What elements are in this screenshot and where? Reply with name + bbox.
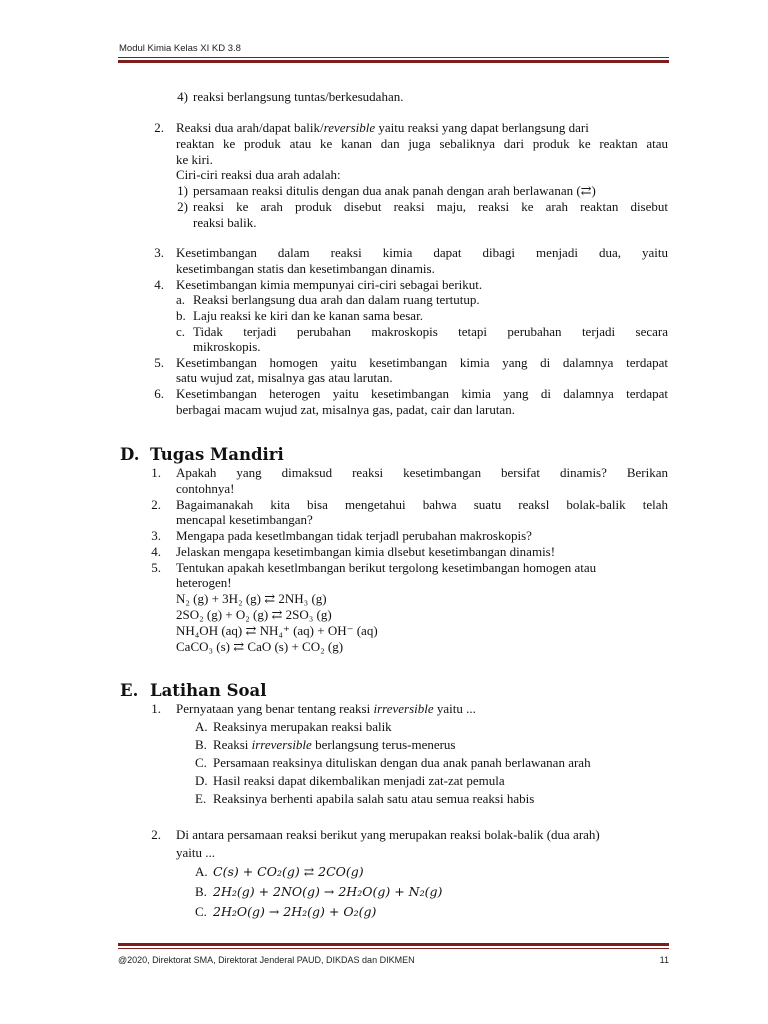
reaction-equation: 2SO₂ (g) + O₂ (g) ⇄ 2SO₃ (g) [176, 607, 332, 622]
option-equation: 2H₂(g) + 2NO(g) → 2H₂O(g) + N₂(g) [213, 884, 443, 899]
list-item-text: reaksi berlangsung tuntas/berkesudahan. [193, 89, 404, 104]
item2-line4: Ciri-ciri reaksi dua arah adalah: [176, 167, 341, 182]
item5-line2: satu wujud zat, misalnya gas atau larutan. [176, 370, 393, 385]
list-number: 2. [154, 120, 164, 135]
task-q2-line2: mencapal kesetimbangan? [176, 512, 313, 527]
option-text: Persamaan reaksinya dituliskan dengan dua anak panah berlawanan arah [213, 755, 591, 770]
task-q5-line2: heterogen! [176, 575, 232, 590]
task-q4: Jelaskan mengapa kesetimbangan kimia dlsebut kesetimbangan dinamis! [176, 544, 556, 559]
option-text: Reaksinya merupakan reaksi balik [213, 719, 392, 734]
header-rule-thick [118, 60, 669, 63]
task-q3: Mengapa pada kesetlmbangan tidak terjadl perubahan makroskopis? [176, 528, 532, 543]
sub-marker: b. [176, 308, 186, 323]
option-equation: 2H₂O(g) → 2H₂(g) + O₂(g) [213, 904, 377, 919]
reaction-equation: CaCO₃ (s) ⇄ CaO (s) + CO₂ (g) [176, 639, 344, 654]
page-header-title: Modul Kimia Kelas XI KD 3.8 [119, 43, 241, 54]
question-number: 1. [151, 701, 161, 716]
option-letter: E. [195, 791, 207, 806]
item4-b: Laju reaksi ke kiri dan ke kanan sama besar. [193, 308, 423, 323]
item2-line2: reaktan ke produk atau ke kanan dan juga sebaliknya dari produk ke reaktan atau [176, 136, 668, 151]
item6-line2: berbagai macam wujud zat, misalnya gas, padat, cair dan larutan. [176, 402, 515, 417]
item4-c-line1: Tidak terjadi perubahan makroskopis tetapi perubahan terjadi secara [193, 324, 668, 339]
item5-line1: Kesetimbangan homogen yaitu kesetimbangan kimia yang di dalamnya terdapat [176, 355, 668, 370]
question-number: 2. [151, 497, 161, 512]
section-heading-d: D. Tugas Mandiri [120, 445, 284, 464]
sub-marker: c. [176, 324, 186, 339]
exercise-q2-line2: yaitu ... [176, 845, 215, 860]
option-text: Hasil reaksi dapat dikembalikan menjadi zat-zat pemula [213, 773, 505, 788]
list-number: 4. [154, 277, 164, 292]
item3-line2: kesetimbangan statis dan kesetimbangan dinamis. [176, 261, 435, 276]
question-number: 2. [151, 827, 161, 842]
page-number: 11 [659, 955, 669, 965]
item2-sub1: persamaan reaksi ditulis dengan dua anak panah dengan arah berlawanan (⇄) [193, 183, 596, 198]
item2-line1: Reaksi dua arah/dapat balik/reversible yaitu reaksi yang dapat berlangsung dari [176, 120, 589, 135]
option-letter: C. [195, 904, 207, 919]
item4-a: Reaksi berlangsung dua arah dan dalam ruang tertutup. [193, 292, 480, 307]
question-number: 1. [151, 465, 161, 480]
list-number: 5. [154, 355, 164, 370]
option-letter: C. [195, 755, 207, 770]
question-number: 4. [151, 544, 161, 559]
option-letter: D. [195, 773, 208, 788]
list-number: 6. [154, 386, 164, 401]
option-letter: A. [195, 719, 208, 734]
option-equation: C(s) + CO₂(g) ⇄ 2CO(g) [213, 864, 364, 879]
option-text: Reaksi irreversible berlangsung terus-menerus [213, 737, 456, 752]
reaction-equation: N₂ (g) + 3H₂ (g) ⇄ 2NH₃ (g) [176, 591, 327, 606]
exercise-q1-stem: Pernyataan yang benar tentang reaksi irreversible yaitu ... [176, 701, 476, 716]
task-q1-line2: contohnya! [176, 481, 235, 496]
item4-c-line2: mikroskopis. [193, 339, 261, 354]
task-q2-line1: Bagaimanakah kita bisa mengetahui bahwa suatu reaksl bolak-balik telah [176, 497, 668, 512]
option-letter: B. [195, 737, 207, 752]
question-number: 3. [151, 528, 161, 543]
question-number: 5. [151, 560, 161, 575]
option-letter: B. [195, 884, 207, 899]
sub-marker: 1) [177, 183, 188, 198]
task-q1-line1: Apakah yang dimaksud reaksi kesetimbangan bersifat dinamis? Berikan [176, 465, 668, 480]
sub-marker: a. [176, 292, 186, 307]
item3-line1: Kesetimbangan dalam reaksi kimia dapat dibagi menjadi dua, yaitu [176, 245, 668, 260]
task-q5-line1: Tentukan apakah kesetlmbangan berikut tergolong kesetimbangan homogen atau [176, 560, 597, 575]
section-heading-e: E. Latihan Soal [120, 681, 267, 700]
page-footer [118, 955, 669, 965]
item2-sub2-line2: reaksi balik. [193, 215, 257, 230]
item4-line1: Kesetimbangan kimia mempunyai ciri-ciri sebagai berikut. [176, 277, 483, 292]
reaction-equation: NH₄OH (aq) ⇄ NH₄⁺ (aq) + OH⁻ (aq) [176, 623, 378, 638]
header-rule-thin [118, 57, 669, 58]
list-number: 3. [154, 245, 164, 260]
option-text: Reaksinya berhenti apabila salah satu atau semua reaksi habis [213, 791, 535, 806]
exercise-q2-line1: Di antara persamaan reaksi berikut yang merupakan reaksi bolak-balik (dua arah) [176, 827, 600, 842]
item2-sub2-line1: reaksi ke arah produk disebut reaksi maju, reaksi ke arah reaktan disebut [193, 199, 668, 214]
list-marker: 4) [177, 89, 188, 104]
footer-rule-thin [118, 948, 669, 949]
sub-marker: 2) [177, 199, 188, 214]
item2-line3: ke kiri. [176, 152, 213, 167]
footer-copyright: @2020, Direktorat SMA, Direktorat Jenderal PAUD, DIKDAS dan DIKMEN [118, 955, 415, 965]
item6-line1: Kesetimbangan heterogen yaitu kesetimbangan kimia yang di dalamnya terdapat [176, 386, 668, 401]
option-letter: A. [195, 864, 208, 879]
footer-rule-thick [118, 943, 669, 946]
